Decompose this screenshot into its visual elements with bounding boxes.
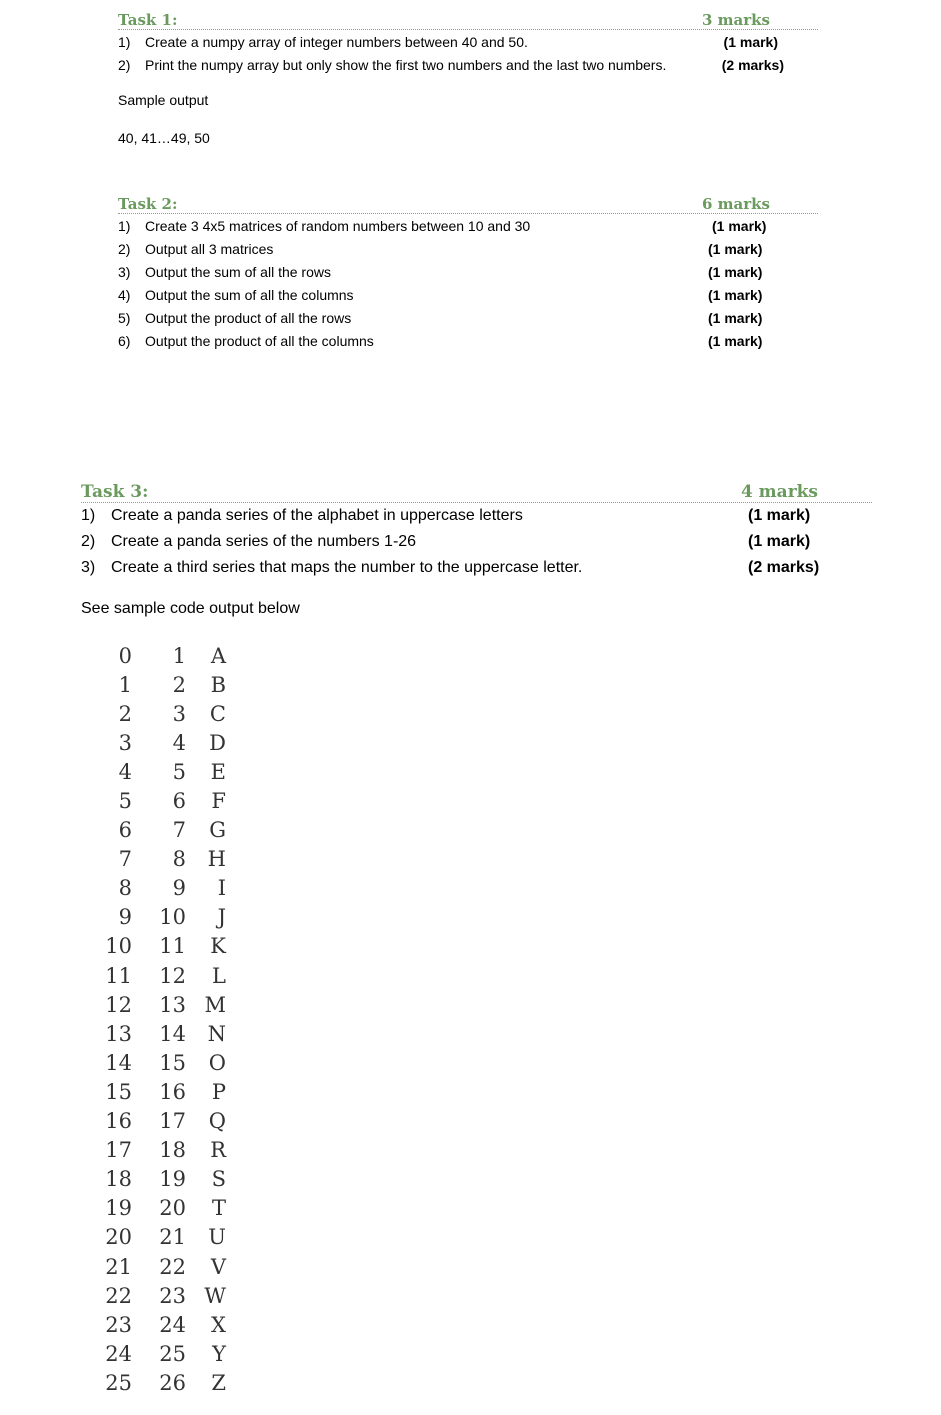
- task2-item-number: 6): [118, 332, 131, 349]
- series-row: [92, 1339, 226, 1368]
- series-number: 8: [172, 847, 186, 872]
- series-letter: X: [211, 1312, 226, 1337]
- series-number: 11: [159, 934, 186, 959]
- series-index: 10: [105, 934, 132, 959]
- task3-item: [81, 529, 872, 555]
- series-row: [92, 1252, 226, 1281]
- series-row: [92, 1136, 226, 1165]
- series-number: 24: [159, 1312, 186, 1337]
- series-index: 12: [105, 992, 132, 1017]
- task2-title: Task 2:: [118, 195, 178, 213]
- series-row: [92, 1368, 226, 1397]
- series-number: 9: [172, 876, 186, 901]
- task3-header: [81, 476, 872, 503]
- series-index: 16: [105, 1109, 132, 1134]
- task2-item-mark: (1 mark): [708, 332, 763, 349]
- series-index: 22: [105, 1283, 132, 1308]
- series-number: 1: [172, 643, 186, 668]
- series-number: 12: [159, 963, 186, 988]
- series-row: [92, 757, 226, 786]
- series-number: 22: [159, 1254, 186, 1279]
- series-letter: B: [210, 672, 226, 697]
- task2-item-text: Output the product of all the columns: [145, 332, 374, 349]
- task2-marks: 6 marks: [702, 195, 770, 213]
- task3-item-text: Create a third series that maps the number to the uppercase letter.: [111, 559, 583, 576]
- task3-item-number: 3): [81, 559, 96, 576]
- task1-item: [118, 30, 818, 53]
- task2-item: [118, 283, 818, 306]
- series-number: 19: [159, 1167, 186, 1192]
- series-row: [92, 1165, 226, 1194]
- series-letter: D: [209, 730, 226, 755]
- series-letter: V: [210, 1254, 226, 1279]
- series-index: 23: [105, 1312, 132, 1337]
- series-letter: M: [204, 992, 226, 1017]
- series-row: [92, 670, 226, 699]
- series-letter: I: [217, 876, 226, 901]
- task2-item-number: 5): [118, 309, 131, 326]
- series-letter: U: [208, 1225, 226, 1250]
- series-number: 23: [159, 1283, 186, 1308]
- series-letter: K: [210, 934, 226, 959]
- series-index: 4: [118, 759, 132, 784]
- series-row: [92, 699, 226, 728]
- series-letter: W: [204, 1283, 226, 1308]
- task1-item-text: Create a numpy array of integer numbers between 40 and 50.: [145, 33, 528, 50]
- task2-item: [118, 306, 818, 329]
- series-index: 19: [105, 1196, 132, 1221]
- series-row: [92, 1194, 226, 1223]
- series-index: 18: [105, 1167, 132, 1192]
- series-index: 8: [118, 876, 132, 901]
- series-number: 4: [172, 730, 186, 755]
- series-row: [92, 874, 226, 903]
- series-index: 9: [118, 905, 132, 930]
- task3-item-number: 1): [81, 507, 96, 524]
- series-row: [92, 903, 226, 932]
- series-letter: O: [208, 1050, 226, 1075]
- task2-header: [118, 189, 818, 214]
- series-row: [92, 641, 226, 670]
- series-row: [92, 816, 226, 845]
- task2-item-text: Output the product of all the rows: [145, 309, 352, 326]
- series-index: 17: [105, 1138, 132, 1163]
- task2-item-text: Output all 3 matrices: [145, 240, 274, 257]
- series-letter: L: [212, 963, 226, 988]
- task3-title: Task 3:: [81, 482, 149, 502]
- series-index: 7: [118, 847, 132, 872]
- series-letter: T: [211, 1196, 226, 1221]
- series-letter: N: [207, 1021, 226, 1046]
- task1-item: [118, 53, 818, 76]
- task3-item-text: Create a panda series of the numbers 1-26: [111, 533, 417, 550]
- task2-item-text: Create 3 4x5 matrices of random numbers between 10 and 30: [145, 217, 531, 234]
- task2-item-mark: (1 mark): [708, 309, 763, 326]
- series-index: 6: [118, 818, 132, 843]
- series-index: 24: [105, 1341, 132, 1366]
- series-number: 5: [172, 759, 186, 784]
- series-number: 13: [159, 992, 186, 1017]
- task1-item-mark: (1 mark): [723, 33, 778, 50]
- series-output: [92, 641, 226, 1397]
- task2-item-text: Output the sum of all the rows: [145, 263, 331, 280]
- series-letter: J: [217, 905, 226, 930]
- task2-item: [118, 237, 818, 260]
- task2-item: [118, 329, 818, 352]
- series-row: [92, 990, 226, 1019]
- task2-item-number: 4): [118, 286, 131, 303]
- series-index: 11: [105, 963, 132, 988]
- task1-sample-label: Sample output: [118, 92, 209, 108]
- task2-item-mark: (1 mark): [708, 240, 763, 257]
- series-row: [92, 1048, 226, 1077]
- task2-item: [118, 260, 818, 283]
- task1-item-number: 1): [118, 33, 131, 50]
- series-letter: E: [210, 759, 226, 784]
- series-index: 0: [118, 643, 132, 668]
- series-row: [92, 1107, 226, 1136]
- series-letter: S: [211, 1167, 226, 1192]
- series-index: 3: [118, 730, 132, 755]
- series-number: 26: [159, 1370, 186, 1395]
- series-number: 16: [159, 1079, 186, 1104]
- task2-item-number: 2): [118, 240, 131, 257]
- series-number: 21: [159, 1225, 186, 1250]
- task2-item-number: 1): [118, 217, 131, 234]
- series-letter: F: [211, 789, 226, 814]
- series-number: 20: [159, 1196, 186, 1221]
- series-row: [92, 932, 226, 961]
- series-number: 15: [159, 1050, 186, 1075]
- series-row: [92, 1310, 226, 1339]
- task2-section: [118, 189, 818, 352]
- task3-item: [81, 555, 872, 581]
- series-number: 17: [159, 1109, 186, 1134]
- task1-item-mark: (2 marks): [721, 56, 784, 73]
- series-letter: Q: [208, 1109, 226, 1134]
- series-row: [92, 1077, 226, 1106]
- series-index: 1: [118, 672, 132, 697]
- task3-item-text: Create a panda series of the alphabet in uppercase letters: [111, 507, 523, 524]
- task2-item-mark: (1 mark): [712, 217, 767, 234]
- series-letter: H: [207, 847, 226, 872]
- series-number: 10: [159, 905, 186, 930]
- task1-title: Task 1:: [118, 11, 178, 29]
- series-letter: C: [209, 701, 226, 726]
- task3-item-number: 2): [81, 533, 96, 550]
- task3-marks: 4 marks: [740, 482, 818, 502]
- series-index: 21: [105, 1254, 132, 1279]
- series-row: [92, 1281, 226, 1310]
- series-index: 20: [105, 1225, 132, 1250]
- series-letter: Z: [211, 1370, 226, 1395]
- task3-note: See sample code output below: [81, 600, 300, 617]
- task1-sample-value: 40, 41…49, 50: [118, 130, 210, 146]
- series-row: [92, 786, 226, 815]
- task2-item-text: Output the sum of all the columns: [145, 286, 354, 303]
- series-row: [92, 1223, 226, 1252]
- series-number: 3: [172, 701, 186, 726]
- series-row: [92, 728, 226, 757]
- series-index: 5: [118, 789, 132, 814]
- series-index: 2: [118, 701, 132, 726]
- task3-item: [81, 503, 872, 529]
- series-row: [92, 1019, 226, 1048]
- series-number: 6: [172, 789, 186, 814]
- series-letter: Y: [212, 1341, 226, 1366]
- series-index: 25: [105, 1370, 132, 1395]
- series-number: 25: [159, 1341, 186, 1366]
- series-letter: P: [211, 1079, 226, 1104]
- task2-item: [118, 214, 818, 237]
- series-index: 13: [105, 1021, 132, 1046]
- task2-item-mark: (1 mark): [708, 286, 763, 303]
- series-number: 2: [172, 672, 186, 697]
- series-index: 15: [105, 1079, 132, 1104]
- task1-item-number: 2): [118, 56, 131, 73]
- series-number: 18: [159, 1138, 186, 1163]
- series-letter: G: [209, 818, 226, 843]
- task1-section: [118, 5, 818, 76]
- series-row: [92, 961, 226, 990]
- task1-header: [118, 5, 818, 30]
- series-index: 14: [105, 1050, 132, 1075]
- series-letter: R: [210, 1138, 226, 1163]
- series-number: 7: [172, 818, 186, 843]
- series-row: [92, 845, 226, 874]
- task1-marks: 3 marks: [702, 11, 770, 29]
- series-number: 14: [159, 1021, 186, 1046]
- series-letter: A: [210, 643, 226, 668]
- task1-item-text: Print the numpy array but only show the first two numbers and the last two numbers.: [145, 56, 667, 73]
- task2-item-mark: (1 mark): [708, 263, 763, 280]
- task3-section: [81, 476, 872, 581]
- task3-item-mark: (2 marks): [748, 559, 820, 576]
- task2-item-number: 3): [118, 263, 131, 280]
- task3-item-mark: (1 mark): [748, 533, 811, 550]
- task3-item-mark: (1 mark): [748, 507, 811, 524]
